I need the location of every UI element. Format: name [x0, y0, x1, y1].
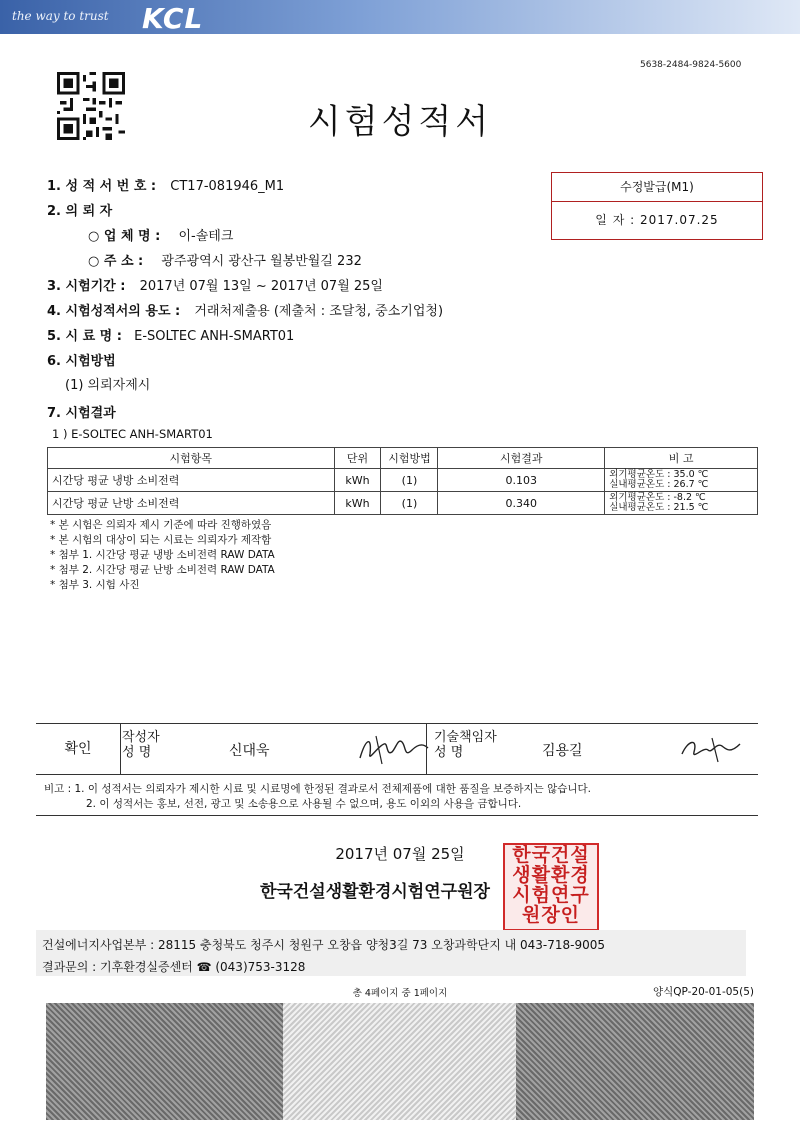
- column-divider: [426, 724, 427, 774]
- remark-line: 비고 : 1. 이 성적서는 의뢰자가 제시한 시료 및 시료명에 한정된 결과로서 전체제품에 대한 품질을 보증하지는 않습니다.: [44, 783, 592, 795]
- test-method: (1): [381, 492, 438, 515]
- revision-date: 일 자 : 2017.07.25: [595, 213, 719, 227]
- outdoor-temp: 외기평균온도 : -8.2 ℃: [609, 492, 706, 503]
- company-label: ○ 업 체 명 :: [88, 229, 161, 244]
- test-result: 0.103: [438, 469, 605, 492]
- report-number-row: [47, 175, 284, 194]
- remark-cell: [605, 492, 758, 515]
- note-item: * 첨부 1. 시간당 평균 냉방 소비전력 RAW DATA: [50, 549, 275, 561]
- column-header: 단위: [334, 448, 381, 469]
- test-result: 0.340: [438, 492, 605, 515]
- tagline: the way to trust: [12, 9, 109, 23]
- note-item: * 본 시험은 의뢰자 제시 기준에 따라 진행하였음: [50, 519, 272, 531]
- remarks-section: [36, 773, 758, 816]
- author-name: 신대욱: [229, 743, 270, 759]
- method-heading: 6. 시험방법: [47, 354, 116, 369]
- footer-info: [36, 930, 746, 976]
- table-header-row: [48, 448, 758, 469]
- note-item: * 본 시험의 대상이 되는 시료는 의뢰자가 제작함: [50, 534, 272, 546]
- official-seal-icon: 한국건설생활환경시험연구원장인: [503, 843, 599, 931]
- revision-label: 수정발급(M1): [552, 173, 762, 202]
- tech-manager-name: 김용길: [542, 743, 583, 759]
- header-banner: [0, 0, 800, 34]
- author-signature-icon: [356, 728, 432, 768]
- table-row: [48, 469, 758, 492]
- results-subheading: 1 ) E-SOLTEC ANH-SMART01: [52, 427, 213, 441]
- tech-manager-label: 기술책임자 성 명: [434, 730, 497, 760]
- report-number-label: 1. 성 적 서 번 호 :: [47, 179, 157, 194]
- test-item: 시간당 평균 난방 소비전력: [48, 492, 335, 515]
- author-label: 작성자 성 명: [122, 730, 160, 760]
- page-title: 시험성적서: [307, 102, 493, 142]
- signature-section: [36, 723, 758, 775]
- kcl-logo: KCL: [142, 2, 204, 35]
- column-header: 비 고: [605, 448, 758, 469]
- address-label: ○ 주 소 :: [88, 254, 144, 269]
- column-header: 시험결과: [438, 448, 605, 469]
- note-item: * 첨부 3. 시험 사진: [50, 579, 140, 591]
- unit: kWh: [334, 469, 381, 492]
- results-heading: 7. 시험결과: [47, 406, 116, 421]
- results-table: [47, 447, 758, 515]
- table-row: [48, 492, 758, 515]
- company-row: [88, 225, 233, 244]
- remark-line: 2. 이 성적서는 홍보, 선전, 광고 및 소송용으로 사용될 수 없으며, 용도 이외의 사용을 금합니다.: [86, 798, 522, 810]
- confirm-label: 확인: [36, 724, 121, 774]
- period-row: [47, 275, 383, 294]
- security-pattern: [516, 1003, 754, 1120]
- purpose: 거래처제출용 (제출처 : 조달청, 중소기업청): [194, 304, 444, 319]
- sample-row: [47, 325, 294, 344]
- revision-box: [551, 172, 763, 240]
- period: 2017년 07월 13일 ~ 2017년 07월 25일: [139, 279, 383, 294]
- tech-manager-signature-icon: [678, 732, 744, 766]
- column-header: 시험항목: [48, 448, 335, 469]
- security-pattern: [46, 1003, 284, 1120]
- form-number: 양식QP-20-01-05(5): [653, 986, 754, 998]
- purpose-row: [47, 300, 443, 319]
- outdoor-temp: 외기평균온도 : 35.0 ℃: [609, 469, 709, 480]
- issue-date: 2017년 07월 25일: [335, 845, 465, 863]
- method-value: (1) 의뢰자제시: [65, 378, 151, 393]
- page-count: 총 4페이지 중 1페이지: [352, 988, 448, 999]
- institute-name: 한국건설생활환경시험연구원장: [260, 882, 490, 902]
- test-item: 시간당 평균 냉방 소비전력: [48, 469, 335, 492]
- sample-label: 5. 시 료 명 :: [47, 329, 122, 344]
- purpose-label: 4. 시험성적서의 용도 :: [47, 304, 181, 319]
- indoor-temp: 실내평균온도 : 21.5 ℃: [609, 502, 709, 513]
- note-item: * 첨부 2. 시간당 평균 난방 소비전력 RAW DATA: [50, 564, 275, 576]
- address-row: [88, 250, 362, 269]
- remark-cell: [605, 469, 758, 492]
- office-address: 건설에너지사업본부 : 28115 충청북도 청주시 청원구 오창읍 양청3길 73 오창과학단지 내 043-718-9005: [42, 938, 606, 952]
- report-number: CT17-081946_M1: [170, 179, 285, 194]
- indoor-temp: 실내평균온도 : 26.7 ℃: [609, 479, 709, 490]
- sample-name: E-SOLTEC ANH-SMART01: [134, 329, 295, 344]
- security-pattern: [283, 1003, 521, 1120]
- unit: kWh: [334, 492, 381, 515]
- company-name: 이-솔테크: [178, 229, 234, 244]
- document-number: 5638-2484-9824-5600: [640, 60, 742, 70]
- column-header: 시험방법: [381, 448, 438, 469]
- client-heading: 2. 의 뢰 자: [47, 204, 113, 219]
- period-label: 3. 시험기간 :: [47, 279, 126, 294]
- test-method: (1): [381, 469, 438, 492]
- address: 광주광역시 광산구 월봉반월길 232: [161, 254, 362, 269]
- contact-info: 결과문의 : 기후환경실증센터 ☎ (043)753-3128: [42, 960, 306, 974]
